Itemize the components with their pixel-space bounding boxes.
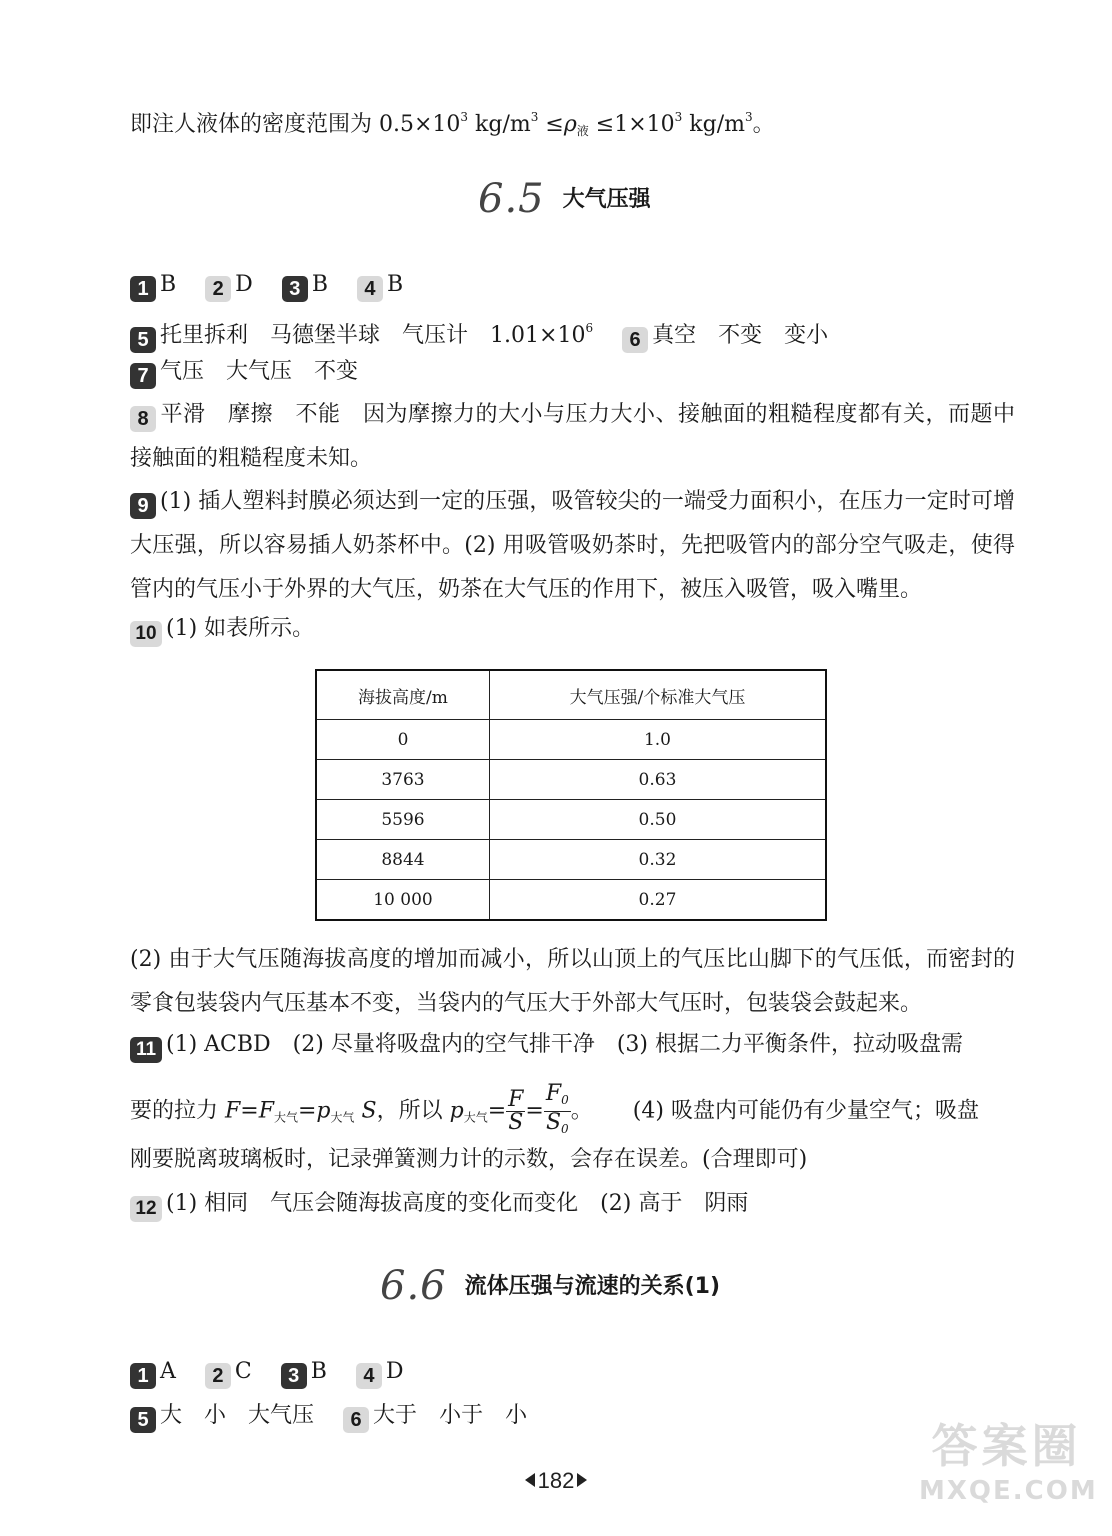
answer: 气压计 — [402, 323, 469, 348]
s66-answers-q1-q4 — [130, 1355, 404, 1389]
subscript: 0 — [561, 1093, 569, 1107]
answers-q11-line2 — [130, 1083, 979, 1140]
exponent: 3 — [674, 110, 683, 124]
answers-q11-line1 — [130, 1028, 963, 1063]
text: = — [297, 1098, 317, 1124]
answer: 大气压 — [226, 359, 293, 384]
answer: 大气压 — [248, 1403, 315, 1428]
answer-text: (1) 如表所示。 — [166, 616, 315, 641]
answer: 气压 — [160, 359, 205, 384]
answers-q5-q6 — [130, 311, 828, 353]
answer: B — [386, 272, 404, 297]
question-badge: 3 — [281, 1363, 307, 1389]
page-number-text: 182 — [537, 1468, 575, 1493]
answer: 真空 — [652, 323, 697, 348]
exponent: 3 — [744, 110, 753, 124]
formula-var: F — [258, 1098, 274, 1124]
denominator — [544, 1112, 571, 1140]
question-badge: 7 — [130, 363, 156, 389]
text: 要的拉力 — [130, 1098, 225, 1124]
text: 。 — [752, 112, 775, 137]
column-header: 大气压强/个标准大气压 — [489, 670, 826, 720]
question-badge: 11 — [130, 1037, 162, 1063]
table-cell: 0.32 — [489, 840, 826, 880]
answer: 不变 — [314, 359, 359, 384]
answer: B — [311, 272, 328, 297]
answer: 1.01×10 — [490, 323, 586, 348]
watermark-text: 答案圈 — [931, 1419, 1082, 1473]
density-range-line — [130, 100, 775, 148]
answer: A — [160, 1359, 176, 1384]
answers-q10-part2 — [130, 938, 1015, 1026]
formula-var: F — [545, 1081, 562, 1106]
formula-var: F — [225, 1098, 241, 1124]
answer: D — [385, 1359, 404, 1384]
text: 即注人液体的密度范围为 0.5×10 — [130, 112, 461, 137]
subscript: 大气 — [463, 1110, 488, 1125]
question-badge: 10 — [130, 621, 162, 647]
table-cell: 3763 — [316, 760, 489, 800]
table-cell: 10 000 — [316, 880, 489, 921]
formula-var: p — [316, 1098, 331, 1124]
watermark-logo — [919, 1416, 1098, 1526]
answer: C — [234, 1359, 252, 1384]
answer: 大 — [160, 1403, 183, 1428]
numerator — [544, 1083, 571, 1112]
numerator: F — [508, 1087, 524, 1112]
table-cell: 0.27 — [489, 880, 826, 921]
question-badge: 3 — [282, 276, 308, 302]
table-cell: 5596 — [316, 800, 489, 840]
table-cell: 8844 — [316, 840, 489, 880]
answer-text: (4) 吸盘内可能仍有少量空气；吸盘 — [632, 1098, 979, 1124]
rho-symbol: ≤ρ — [538, 112, 577, 137]
answer: 小于 — [439, 1403, 484, 1428]
section-heading-6-5 — [478, 176, 651, 222]
question-badge: 4 — [357, 276, 383, 302]
answer-text: 平滑 摩擦 不能 因为摩擦力的大小与压力大小、接触面的粗糙程度都有关，而题中接触面的粗糙程度未知。 — [130, 402, 1015, 471]
formula-var: p — [449, 1098, 464, 1124]
answers-q10 — [130, 612, 314, 647]
question-badge: 2 — [205, 1363, 231, 1389]
fraction — [506, 1089, 525, 1134]
answers-q7 — [130, 355, 358, 389]
subscript: 大气 — [273, 1110, 298, 1125]
question-badge: 6 — [622, 327, 648, 353]
answer-text: (2) 由于大气压随海拔高度的增加而减小，所以山顶上的气压比山脚下的气压低，而密封的零食包装袋内气压基本不变，当袋内的气压大于外部大气压时，包装袋会鼓起来。 — [130, 947, 1015, 1016]
question-badge: 9 — [130, 493, 156, 519]
subscript: 0 — [561, 1122, 569, 1136]
question-badge: 8 — [130, 406, 156, 432]
exponent: 3 — [530, 110, 539, 124]
right-triangle-icon — [577, 1473, 587, 1487]
table-row — [316, 840, 826, 880]
answer-text: 刚要脱离玻璃板时，记录弹簧测力计的示数，会存在误差。(合理即可) — [130, 1147, 808, 1172]
subscript: 液 — [576, 124, 589, 138]
answer: B — [310, 1359, 327, 1384]
section-number: 6.5 — [478, 176, 545, 222]
table-row — [316, 880, 826, 921]
text: ，所以 — [376, 1098, 450, 1124]
question-badge: 1 — [130, 276, 156, 302]
table-row — [316, 720, 826, 760]
column-header: 海拔高度/m — [316, 670, 489, 720]
table-cell: 0.50 — [489, 800, 826, 840]
section-number: 6.6 — [380, 1263, 447, 1309]
question-badge: 6 — [343, 1407, 369, 1433]
s66-answers-q5-q6 — [130, 1399, 527, 1433]
subscript: 大气 — [330, 1110, 355, 1125]
answer: 小 — [204, 1403, 227, 1428]
table-cell: 1.0 — [489, 720, 826, 760]
fraction — [544, 1083, 571, 1140]
answer-text: (1) 相同 气压会随海拔高度的变化而变化 (2) 高于 阴雨 — [166, 1191, 749, 1216]
table-row — [316, 800, 826, 840]
answers-q11-line3 — [130, 1143, 807, 1177]
question-badge: 1 — [130, 1363, 156, 1389]
section-heading-6-6 — [380, 1263, 720, 1309]
answer: 不变 — [718, 323, 763, 348]
answers-q8 — [130, 393, 1015, 481]
text: = — [525, 1098, 544, 1124]
answer: 小 — [505, 1403, 528, 1428]
answer: 马德堡半球 — [270, 323, 381, 348]
question-badge: 4 — [356, 1363, 382, 1389]
denominator: S — [508, 1110, 524, 1135]
text: 。 — [570, 1098, 593, 1124]
formula-var: S — [354, 1098, 377, 1124]
answers-q9 — [130, 480, 1015, 612]
exponent: 6 — [585, 321, 594, 335]
answer-text: (1) 插人塑料封膜必须达到一定的压强，吸管较尖的一端受力面积小，在压力一定时可增大压强，所以容易插人奶茶杯中。(2) 用吸管吸奶茶时，先把吸管内的部分空气吸走，使得管内的气压小于外界的大气压，奶茶在大气压的作用下，被压入吸管，吸入嘴里。 — [130, 489, 1015, 602]
answer: 托里拆利 — [160, 323, 249, 348]
table-row — [316, 760, 826, 800]
answers-q1-q4 — [130, 268, 403, 302]
section-title: 流体压强与流速的关系(1) — [464, 1274, 721, 1299]
answer-text: (1) ACBD (2) 尽量将吸盘内的空气排干净 (3) 根据二力平衡条件，拉动吸盘需 — [166, 1032, 963, 1057]
unit: kg/m — [468, 112, 531, 137]
answer: 大于 — [373, 1403, 418, 1428]
question-badge: 2 — [205, 276, 231, 302]
answer: B — [160, 272, 177, 297]
unit: kg/m — [682, 112, 745, 137]
left-triangle-icon — [525, 1473, 535, 1487]
section-title: 大气压强 — [562, 187, 651, 212]
question-badge: 5 — [130, 327, 156, 353]
table-cell: 0 — [316, 720, 489, 760]
answer: D — [235, 272, 253, 297]
exponent: 3 — [460, 110, 469, 124]
text: = — [487, 1098, 507, 1124]
table-header-row — [316, 670, 826, 720]
watermark-url: MXQE.COM — [919, 1476, 1098, 1506]
text: = — [240, 1098, 259, 1124]
altitude-pressure-table — [315, 669, 827, 921]
formula-var: S — [545, 1110, 562, 1135]
table-cell: 0.63 — [489, 760, 826, 800]
answers-q12 — [130, 1187, 748, 1222]
question-badge: 12 — [130, 1196, 162, 1222]
question-badge: 5 — [130, 1407, 156, 1433]
answer: 变小 — [784, 323, 829, 348]
text: ≤1×10 — [588, 112, 675, 137]
